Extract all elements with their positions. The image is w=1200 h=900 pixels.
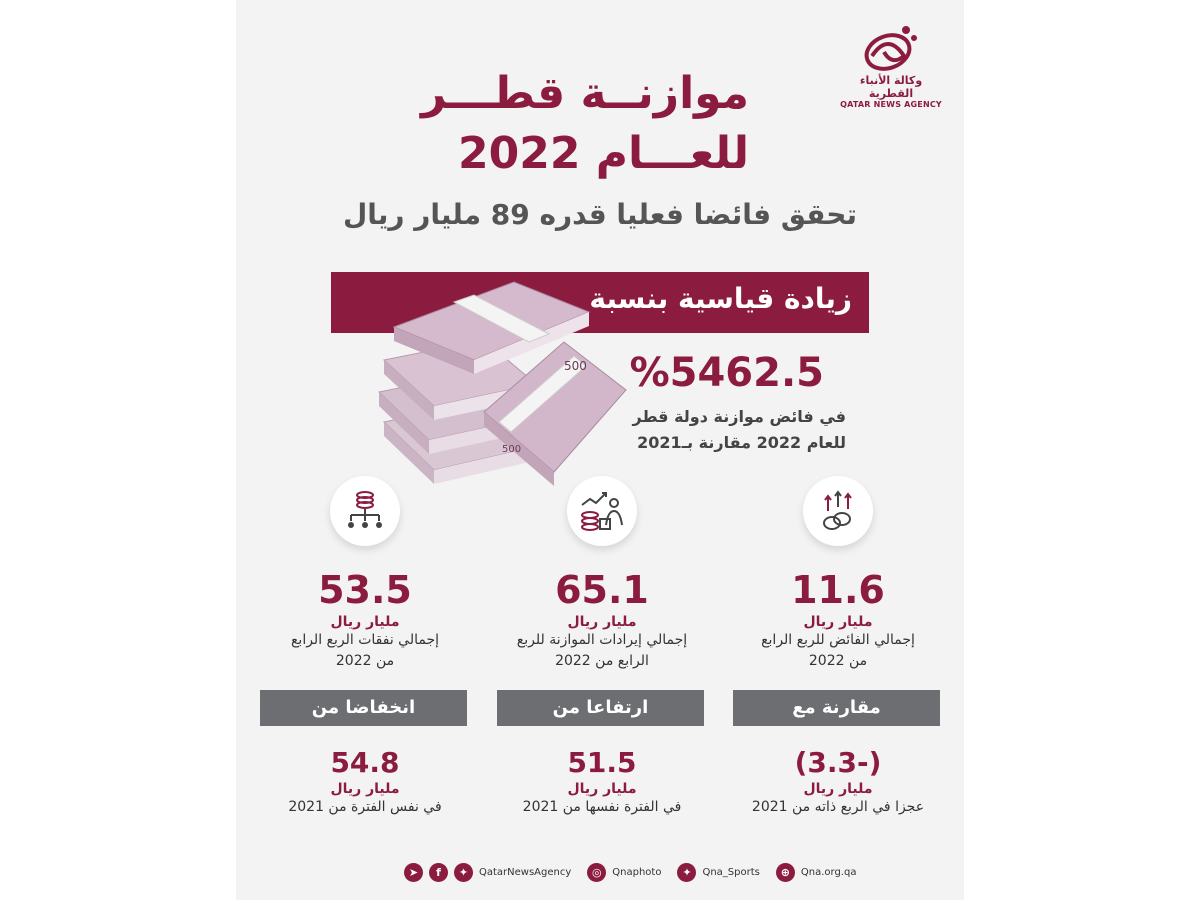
coins-distribution-icon [343, 489, 387, 533]
revenue-2021-block [497, 746, 707, 818]
note-denomination: 500 [564, 359, 587, 373]
expenditure-unit: مليار ريال [330, 614, 400, 630]
revenue-2021-value: 51.5 [567, 746, 637, 779]
surplus-desc-line-1: إجمالي الفائض للربع الرابع [761, 632, 915, 648]
banner-text: زيادة قياسية بنسبة [589, 282, 852, 315]
infographic-poster [236, 0, 964, 900]
coins-arrows-up-icon [816, 489, 860, 533]
telegram-icon[interactable]: ➤ [404, 863, 423, 882]
title-line-2: للعـــام 2022 [458, 128, 749, 179]
revenue-desc-line-1: إجمالي إيرادات الموازنة للربع [516, 632, 688, 648]
social-footer [404, 860, 866, 884]
comparison-bar-expenditure: انخفاضا من [260, 690, 467, 726]
globe-icon[interactable]: ⊕ [776, 863, 795, 882]
expenditure-2021-unit: مليار ريال [330, 781, 400, 797]
qna-logo [836, 22, 946, 108]
expenditure-icon-circle [330, 476, 400, 546]
surplus-value: 11.6 [791, 568, 885, 612]
website-link[interactable]: Qna.org.qa [800, 866, 857, 878]
surplus-2021-unit: مليار ريال [803, 781, 873, 797]
surplus-2021-value: (3.3-) [794, 746, 882, 779]
revenue-2021-desc: في الفترة نفسها من 2021 [522, 799, 682, 815]
account-qatarnewsagency[interactable]: QatarNewsAgency [479, 866, 572, 878]
facebook-icon[interactable]: f [429, 863, 448, 882]
money-stack-illustration [364, 272, 634, 494]
instagram-icon[interactable]: ◎ [587, 863, 606, 882]
expenditure-2021-block [260, 746, 470, 818]
revenue-value: 65.1 [555, 568, 649, 612]
revenue-column [497, 476, 707, 672]
twitter-icon[interactable]: ✦ [677, 863, 696, 882]
note-denomination: 500 [502, 444, 522, 455]
surplus-column [733, 476, 943, 672]
revenue-icon-circle [567, 476, 637, 546]
revenue-unit: مليار ريال [567, 614, 637, 630]
revenue-growth-icon [578, 489, 626, 533]
record-percent: %5462.5 [629, 350, 824, 396]
qna-emblem-icon [858, 22, 924, 74]
twitter-icon[interactable]: ✦ [454, 863, 473, 882]
comparison-bar-surplus: مقارنة مع [733, 690, 940, 726]
percent-description [586, 404, 846, 456]
revenue-desc-line-2: الرابع من 2022 [555, 653, 649, 669]
expenditure-desc-line-2: من 2022 [335, 653, 395, 669]
expenditure-column [260, 476, 470, 672]
surplus-desc-line-2: من 2022 [808, 653, 868, 669]
subtitle: تحقق فائضا فعليا قدره 89 مليار ريال [343, 198, 857, 231]
expenditure-desc-line-1: إجمالي نفقات الربع الرابع [290, 632, 440, 648]
agency-name-en: QATAR NEWS AGENCY [840, 100, 942, 109]
revenue-2021-unit: مليار ريال [567, 781, 637, 797]
percent-desc-line-2: للعام 2022 مقارنة بـ2021 [637, 433, 846, 452]
surplus-2021-desc: عجزا في الربع ذاته من 2021 [751, 799, 925, 815]
expenditure-value: 53.5 [318, 568, 412, 612]
surplus-icon-circle [803, 476, 873, 546]
comparison-bar-revenue: ارتفاعا من [497, 690, 704, 726]
surplus-unit: مليار ريال [803, 614, 873, 630]
expenditure-2021-value: 54.8 [330, 746, 400, 779]
account-qna-sports[interactable]: Qna_Sports [702, 866, 760, 878]
agency-name-ar: وكالة الأنباء القطرية [859, 74, 923, 100]
surplus-2021-block [733, 746, 943, 818]
percent-desc-line-1: في فائض موازنة دولة قطر [632, 407, 846, 426]
title-line-1: موازنــة قطـــر [420, 68, 749, 119]
expenditure-2021-desc: في نفس الفترة من 2021 [288, 799, 442, 815]
account-qnaphoto[interactable]: Qnaphoto [612, 866, 662, 878]
